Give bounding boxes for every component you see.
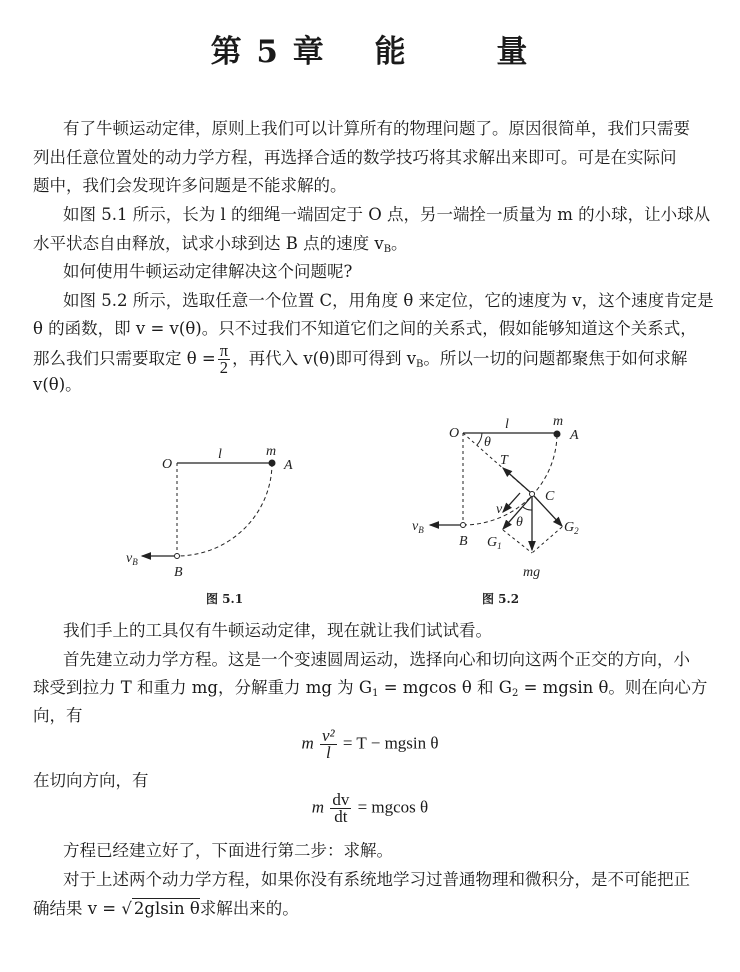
equation-centripetal [0, 728, 740, 761]
label-a: A [284, 458, 293, 473]
label-t: T [500, 453, 508, 468]
figure-5-1 [126, 444, 293, 606]
label-theta: θ [484, 435, 491, 450]
figures [0, 400, 740, 615]
text-line: θ 的函数，即 v = v(θ)。只不过我们不知道它们之间的关系式，假如能够知道这个关系式， [33, 319, 697, 338]
denominator: 2 [219, 358, 229, 377]
ball [269, 460, 276, 467]
chapter-title [0, 26, 740, 71]
text-line: 题中，我们会发现许多问题是不能求解的。 [33, 176, 347, 195]
text-line [33, 233, 408, 261]
text-line: 向，有 [33, 706, 83, 725]
angle-arc [523, 507, 532, 510]
ball [554, 431, 561, 438]
numerator: dv [332, 790, 350, 809]
label-b: B [174, 565, 183, 580]
denominator: dt [334, 807, 348, 826]
text-line: 对于上述两个动力学方程，如果你没有系统地学习过普通物理和微积分，是不可能把正 [63, 870, 690, 889]
fraction [320, 728, 337, 761]
text: 。 [391, 234, 408, 253]
label-theta: θ [516, 515, 523, 530]
text-line [33, 342, 687, 382]
label-m: m [553, 414, 564, 429]
text-line: 在切向方向，有 [33, 771, 149, 790]
label-l: l [218, 447, 222, 462]
subscript: 2 [511, 688, 519, 699]
text-line [33, 898, 299, 920]
text: 求解出来的。 [199, 899, 299, 918]
text: 水平状态自由释放，试求小球到达 B 点的速度 v [33, 234, 384, 253]
text-line: 方程已经建立好了，下面进行第二步：求解。 [63, 841, 393, 860]
label-g2: $G_2$ [564, 520, 579, 536]
text: = T − mgsin θ [342, 733, 439, 753]
text-line: 如图 5.1 所示，长为 l 的细绳一端固定于 O 点，另一端拴一质量为 m 的小球，让小球从 [63, 205, 711, 224]
label-o: O [449, 426, 460, 441]
chapter-number: 第 5 章 [210, 34, 326, 70]
label-vb: $v_B$ [412, 519, 424, 535]
text: = mgsin θ。则在向心方 [518, 678, 708, 697]
text: ，再代入 v(θ)即可得到 v [232, 349, 417, 368]
text: 。所以一切的问题都聚焦于如何求解 [423, 349, 688, 368]
velocity-arrow [503, 493, 520, 512]
label-mg: mg [523, 565, 541, 580]
label-a: A [570, 428, 579, 443]
fraction [218, 343, 230, 376]
text-line: 列出任意位置处的动力学方程，再选择合适的数学技巧将其求解出来即可。可是在实际问 [33, 148, 677, 167]
point-b [175, 554, 180, 559]
text-line: 首先建立动力学方程。这是一个变速圆周运动，选择向心和切向这两个正交的方向，小 [63, 650, 690, 669]
tension-arrow [503, 468, 530, 492]
label-m: m [266, 444, 277, 459]
text-line: 有了牛顿运动定律，原则上我们可以计算所有的物理问题了。原因很简单，我们只需要 [63, 119, 690, 138]
label-c: C [545, 489, 555, 504]
sqrt-radicand: 2glsin θ [133, 899, 200, 918]
figure-caption: 图 5.2 [482, 592, 520, 606]
figure-5-2 [412, 414, 579, 606]
text: m [301, 733, 314, 753]
trajectory-arc [463, 435, 557, 525]
trajectory-arc [177, 463, 272, 556]
label-vb: $v_B$ [126, 551, 138, 567]
text-line: 我们手上的工具仅有牛顿运动定律，现在就让我们试试看。 [63, 621, 492, 640]
subscript: B [383, 244, 392, 255]
text-line: 如图 5.2 所示，选取任意一个位置 C，用角度 θ 来定位，它的速度为 v，这个速度肯定是 [63, 291, 714, 310]
text: 球受到拉力 T 和重力 mg，分解重力 mg 为 G [33, 678, 373, 697]
text: = mgcos θ 和 G [378, 678, 512, 697]
parallelogram-dashed [532, 527, 562, 553]
numerator: π [219, 341, 229, 360]
text-line [33, 677, 707, 705]
point-c [530, 492, 535, 497]
fraction [330, 792, 351, 825]
label-o: O [162, 457, 173, 472]
label-l: l [505, 417, 509, 432]
chapter-word-2: 量 [496, 34, 530, 70]
numerator: v² [321, 726, 335, 745]
equation-tangential [0, 792, 740, 825]
label-g1: $G_1$ [487, 535, 502, 551]
label-v: v [496, 502, 503, 517]
text: m [311, 797, 325, 817]
text: 确结果 v = √ [33, 899, 132, 918]
text: = mgcos θ [357, 797, 429, 817]
denominator: l [325, 743, 331, 762]
label-b: B [459, 534, 468, 549]
point-b [461, 523, 466, 528]
figure-caption: 图 5.1 [206, 592, 244, 606]
text-line: 如何使用牛顿运动定律解决这个问题呢? [63, 262, 353, 281]
chapter-word-1: 能 [374, 34, 408, 70]
subscript: B [416, 359, 424, 370]
angle-arc [477, 433, 482, 445]
parallelogram-dashed [503, 530, 532, 553]
text: 那么我们只需要取定 θ = [33, 349, 216, 368]
subscript: 1 [372, 688, 379, 699]
text-line: v(θ)。 [33, 375, 82, 394]
